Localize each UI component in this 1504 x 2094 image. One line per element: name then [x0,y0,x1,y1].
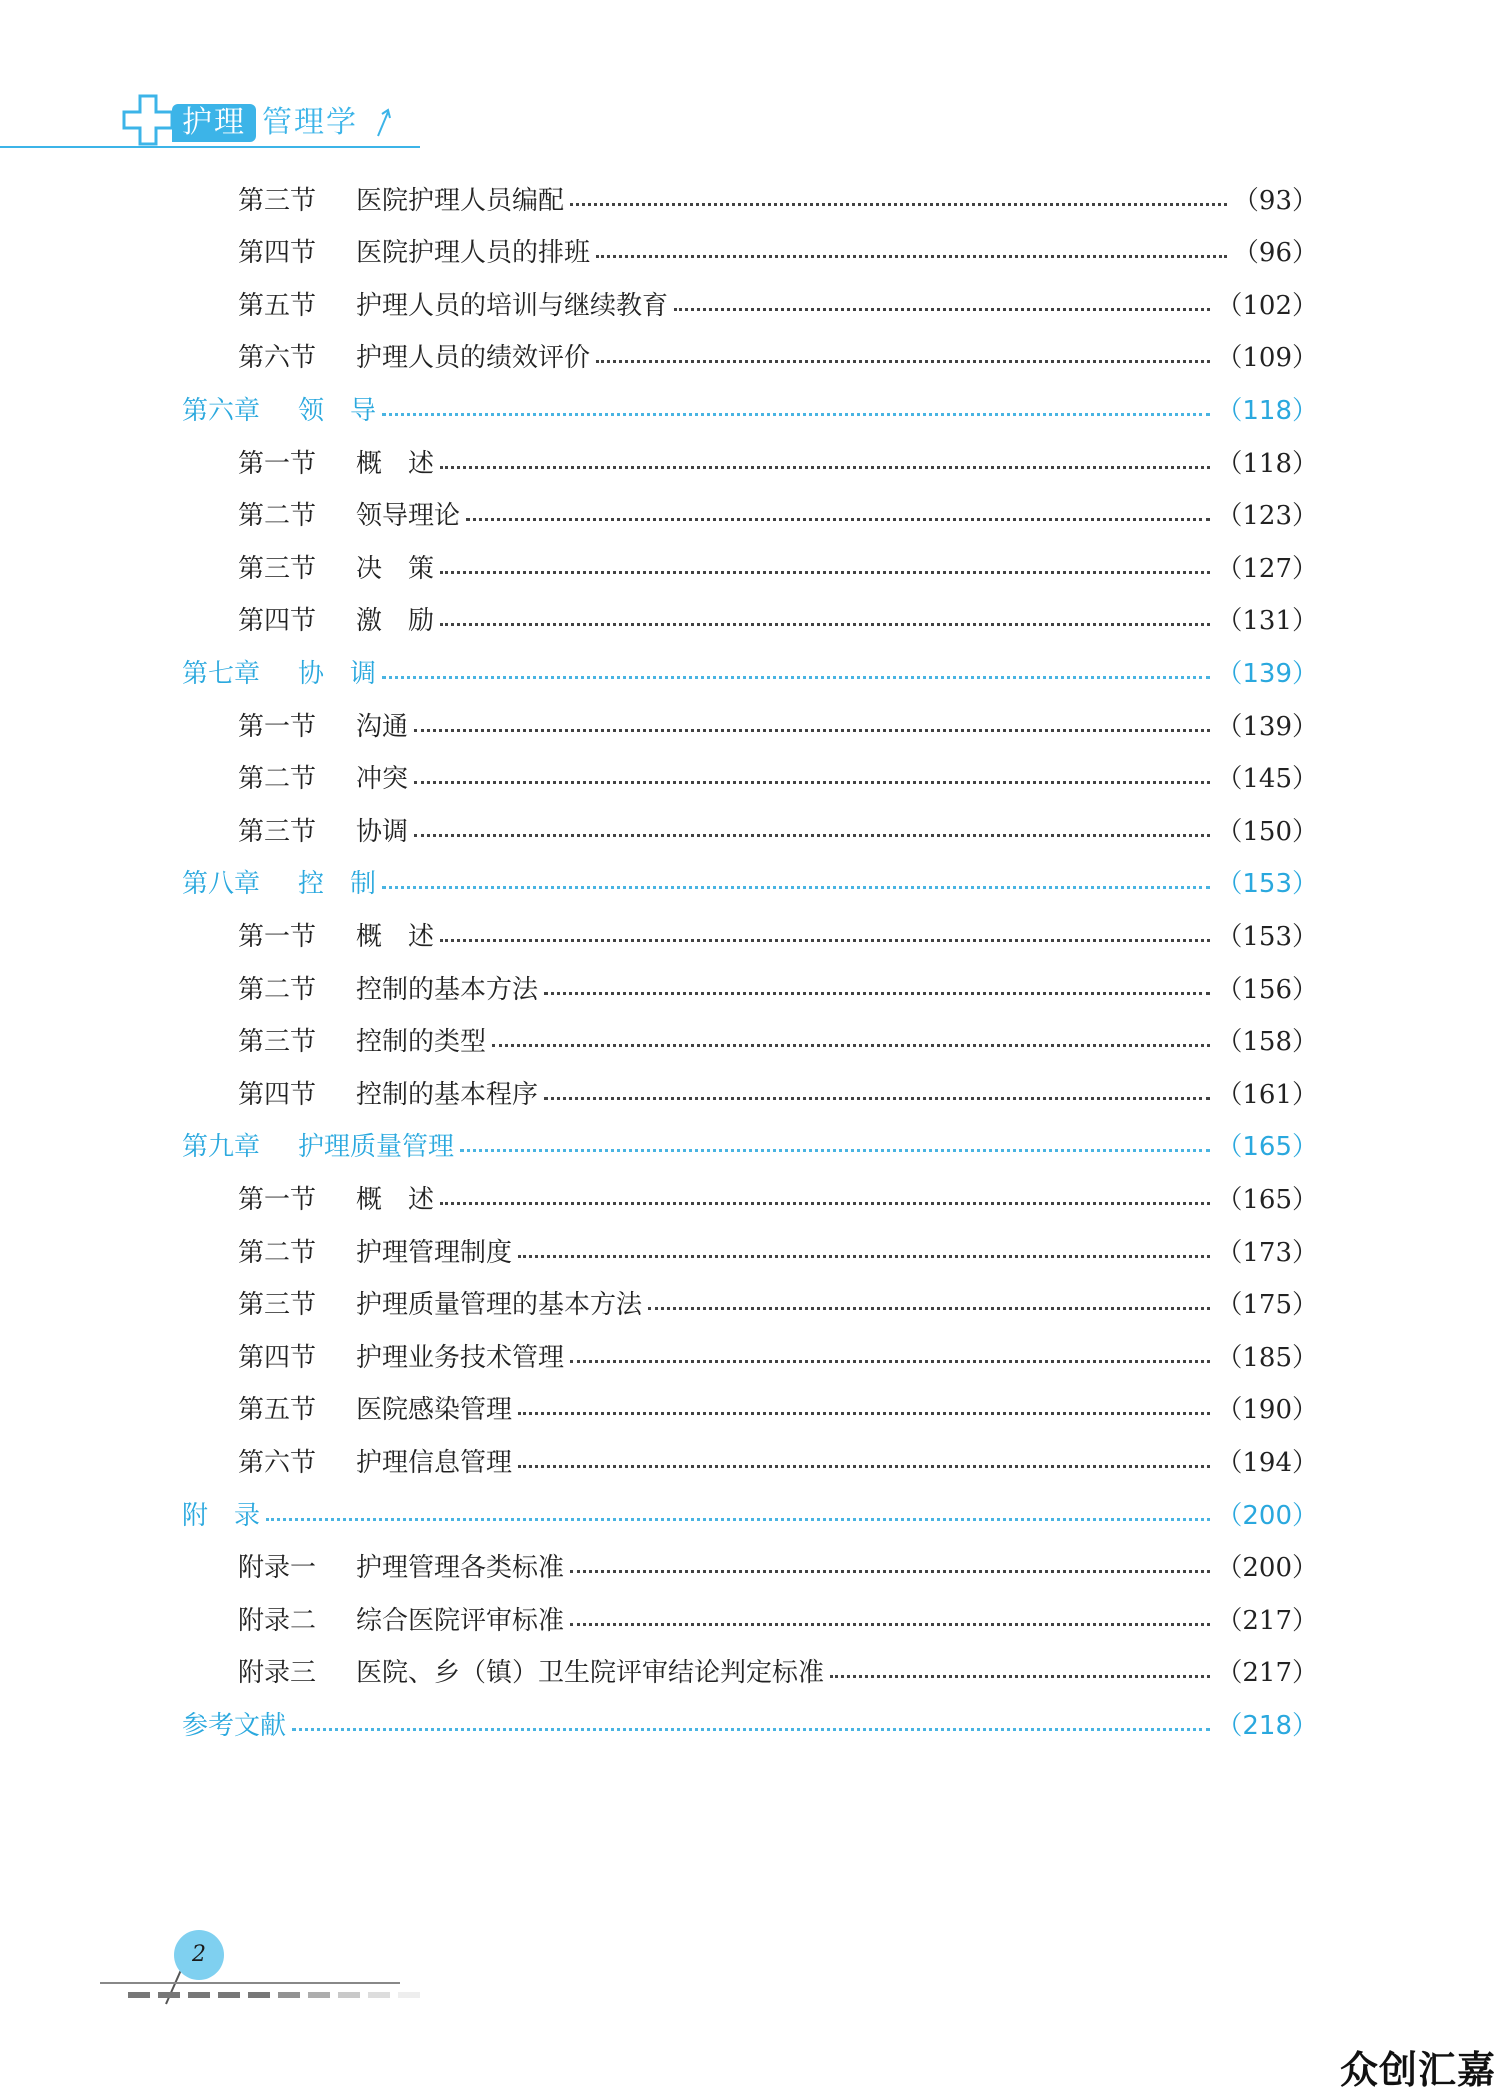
toc-entry-page: （190） [1216,1395,1318,1426]
toc-section-entry[interactable] [238,698,1318,750]
toc-chapter-entry[interactable] [182,1487,1318,1539]
toc-entry-title: 领导理论 [356,501,461,532]
toc-section-entry[interactable] [238,488,1318,540]
toc-entry-page: （131） [1216,606,1318,637]
toc-section-entry[interactable] [238,1592,1318,1644]
toc-section-entry[interactable] [238,1540,1318,1592]
toc-entry-number: 第五节 [238,1395,317,1426]
toc-leader-dots [544,992,1210,995]
toc-entry-title: 护理信息管理 [356,1447,513,1478]
toc-entry-number: 第一节 [238,921,317,952]
toc-entry-number: 第二节 [238,764,317,795]
toc-section-entry[interactable] [238,1645,1318,1697]
toc-entry-page: （93） [1232,185,1318,216]
toc-entry-number: 第三节 [238,1290,317,1321]
toc-leader-dots [570,1360,1210,1363]
toc-entry-title: 医院感染管理 [356,1395,513,1426]
toc-entry-page: （165） [1216,1132,1318,1163]
toc-entry-page: （217） [1216,1605,1318,1636]
toc-entry-number: 第二节 [238,1237,317,1268]
toc-leader-dots [648,1307,1210,1310]
toc-leader-dots [414,729,1210,732]
toc-entry-title: 护理质量管理的基本方法 [356,1290,643,1321]
page-footer [100,1930,420,2000]
toc-entry-title: 医院护理人员的排班 [356,238,591,269]
toc-leader-dots [440,623,1210,626]
toc-entry-number: 第三节 [238,1027,317,1058]
toc-entry-title: 护理质量管理 [298,1132,455,1163]
toc-section-entry[interactable] [238,172,1318,224]
toc-entry-title: 护理管理制度 [356,1237,513,1268]
toc-leader-dots [382,886,1210,889]
toc-entry-title: 控 制 [298,869,377,900]
toc-entry-number: 第九章 [182,1132,261,1163]
toc-leader-dots [382,676,1210,679]
toc-leader-dots [596,360,1210,363]
toc-entry-page: （127） [1216,553,1318,584]
toc-entry-title: 概 述 [356,1184,435,1215]
toc-entry-title: 概 述 [356,448,435,479]
toc-section-entry[interactable] [238,961,1318,1013]
toc-entry-number: 第六节 [238,1447,317,1478]
toc-entry-number: 第四节 [238,1079,317,1110]
toc-entry-number: 第五节 [238,290,317,321]
toc-leader-dots [292,1728,1210,1731]
toc-entry-page: （185） [1216,1342,1318,1373]
toc-entry-title: 护理业务技术管理 [356,1342,565,1373]
footer-rule [100,1982,400,1984]
toc-section-entry[interactable] [238,751,1318,803]
toc-entry-page: （109） [1216,343,1318,374]
toc-leader-dots [492,1044,1210,1047]
toc-section-entry[interactable] [238,540,1318,592]
toc-entry-title: 医院、乡（镇）卫生院评审结论判定标准 [356,1658,825,1689]
toc-entry-page: （194） [1216,1447,1318,1478]
toc-entry-page: （200） [1216,1500,1318,1531]
toc-leader-dots [414,834,1210,837]
toc-entry-title: 冲突 [356,764,409,795]
arrow-icon [374,108,394,138]
toc-entry-title: 护理人员的绩效评价 [356,343,591,374]
toc-section-entry[interactable] [238,1014,1318,1066]
toc-section-entry[interactable] [238,1066,1318,1118]
toc-entry-title: 概 述 [356,921,435,952]
toc-leader-dots [596,255,1227,258]
toc-entry-number: 附录三 [238,1658,317,1689]
toc-entry-number: 第四节 [238,1342,317,1373]
toc-entry-page: （165） [1216,1184,1318,1215]
toc-leader-dots [414,781,1210,784]
toc-entry-title: 领 导 [298,395,377,426]
toc-leader-dots [570,203,1227,206]
toc-leader-dots [830,1675,1210,1678]
toc-chapter-entry[interactable] [182,645,1318,697]
toc-entry-title: 协调 [356,816,409,847]
toc-entry-number: 第一节 [238,1184,317,1215]
toc-section-entry[interactable] [238,1224,1318,1276]
toc-entry-page: （156） [1216,974,1318,1005]
toc-entry-title: 决 策 [356,553,435,584]
toc-section-entry[interactable] [238,1329,1318,1381]
toc-section-entry[interactable] [238,330,1318,382]
toc-entry-page: （123） [1216,501,1318,532]
toc-leader-dots [440,571,1210,574]
toc-entry-page: （217） [1216,1658,1318,1689]
toc-section-entry[interactable] [238,225,1318,277]
toc-leader-dots [544,1097,1210,1100]
toc-entry-number: 第六章 [182,395,261,426]
toc-entry-title: 医院护理人员编配 [356,185,565,216]
toc-entry-page: （200） [1216,1553,1318,1584]
toc-chapter-entry[interactable] [182,382,1318,434]
toc-entry-number: 第七章 [182,658,261,689]
toc-entry-title: 激 励 [356,606,435,637]
toc-entry-page: （139） [1216,658,1318,689]
toc-section-entry[interactable] [238,593,1318,645]
toc-entry-number: 附录二 [238,1605,317,1636]
toc-entry-number: 第三节 [238,553,317,584]
toc-entry-title: 协 调 [298,658,377,689]
toc-entry-title: 护理人员的培训与继续教育 [356,290,669,321]
toc-section-entry[interactable] [238,908,1318,960]
toc-entry-page: （161） [1216,1079,1318,1110]
header-title-highlight: 护理 [172,104,256,142]
toc-entry-title: 综合医院评审标准 [356,1605,565,1636]
toc-chapter-entry[interactable] [182,856,1318,908]
toc-entry-page: （175） [1216,1290,1318,1321]
footer-dash-decoration [128,1990,428,2002]
toc-leader-dots [266,1518,1210,1521]
toc-leader-dots [440,939,1210,942]
toc-entry-number: 附录一 [238,1553,317,1584]
toc-entry-title: 沟通 [356,711,409,742]
toc-section-entry[interactable] [238,435,1318,487]
toc-entry-page: （118） [1216,395,1318,426]
toc-entry-number: 第二节 [238,501,317,532]
toc-entry-number: 第一节 [238,711,317,742]
toc-entry-page: （102） [1216,290,1318,321]
toc-leader-dots [440,1202,1210,1205]
toc-leader-dots [382,413,1210,416]
toc-leader-dots [570,1570,1210,1573]
running-header [0,90,420,150]
toc-section-entry[interactable] [238,1434,1318,1486]
toc-entry-number: 参考文献 [182,1710,287,1741]
toc-entry-number: 第一节 [238,448,317,479]
toc-entry-page: （173） [1216,1237,1318,1268]
toc-leader-dots [518,1412,1210,1415]
toc-leader-dots [460,1149,1210,1152]
toc-entry-number: 附 录 [182,1500,261,1531]
watermark-text: 众创汇嘉 [1339,2048,1496,2092]
toc-entry-page: （153） [1216,921,1318,952]
toc-leader-dots [440,466,1210,469]
toc-entry-number: 第三节 [238,185,317,216]
header-rule [0,146,420,148]
toc-leader-dots [518,1465,1210,1468]
toc-chapter-entry[interactable] [182,1119,1318,1171]
toc-leader-dots [518,1255,1210,1258]
toc-entry-page: （153） [1216,869,1318,900]
toc-entry-title: 控制的基本方法 [356,974,539,1005]
toc-entry-title: 控制的基本程序 [356,1079,539,1110]
toc-section-entry[interactable] [238,1171,1318,1223]
toc-entry-page: （150） [1216,816,1318,847]
toc-section-entry[interactable] [238,803,1318,855]
toc-entry-page: （118） [1216,448,1318,479]
toc-leader-dots [674,308,1210,311]
toc-entry-page: （218） [1216,1710,1318,1741]
toc-leader-dots [570,1623,1210,1626]
toc-entry-page: （145） [1216,764,1318,795]
toc-entry-number: 第三节 [238,816,317,847]
toc-entry-number: 第二节 [238,974,317,1005]
toc-section-entry[interactable] [238,1382,1318,1434]
toc-entry-title: 控制的类型 [356,1027,487,1058]
medical-cross-icon [120,92,180,152]
page-number: 2 [174,1930,224,1980]
toc-entry-number: 第六节 [238,343,317,374]
toc-entry-page: （96） [1232,238,1318,269]
toc-chapter-entry[interactable] [182,1697,1318,1749]
toc-entry-number: 第四节 [238,238,317,269]
toc-entry-title: 护理管理各类标准 [356,1553,565,1584]
toc-entry-number: 第八章 [182,869,261,900]
toc-section-entry[interactable] [238,1277,1318,1329]
toc-leader-dots [466,518,1210,521]
toc-entry-page: （139） [1216,711,1318,742]
toc-entry-page: （158） [1216,1027,1318,1058]
header-title-rest: 管理学 [262,105,358,140]
toc-entry-number: 第四节 [238,606,317,637]
toc-section-entry[interactable] [238,277,1318,329]
